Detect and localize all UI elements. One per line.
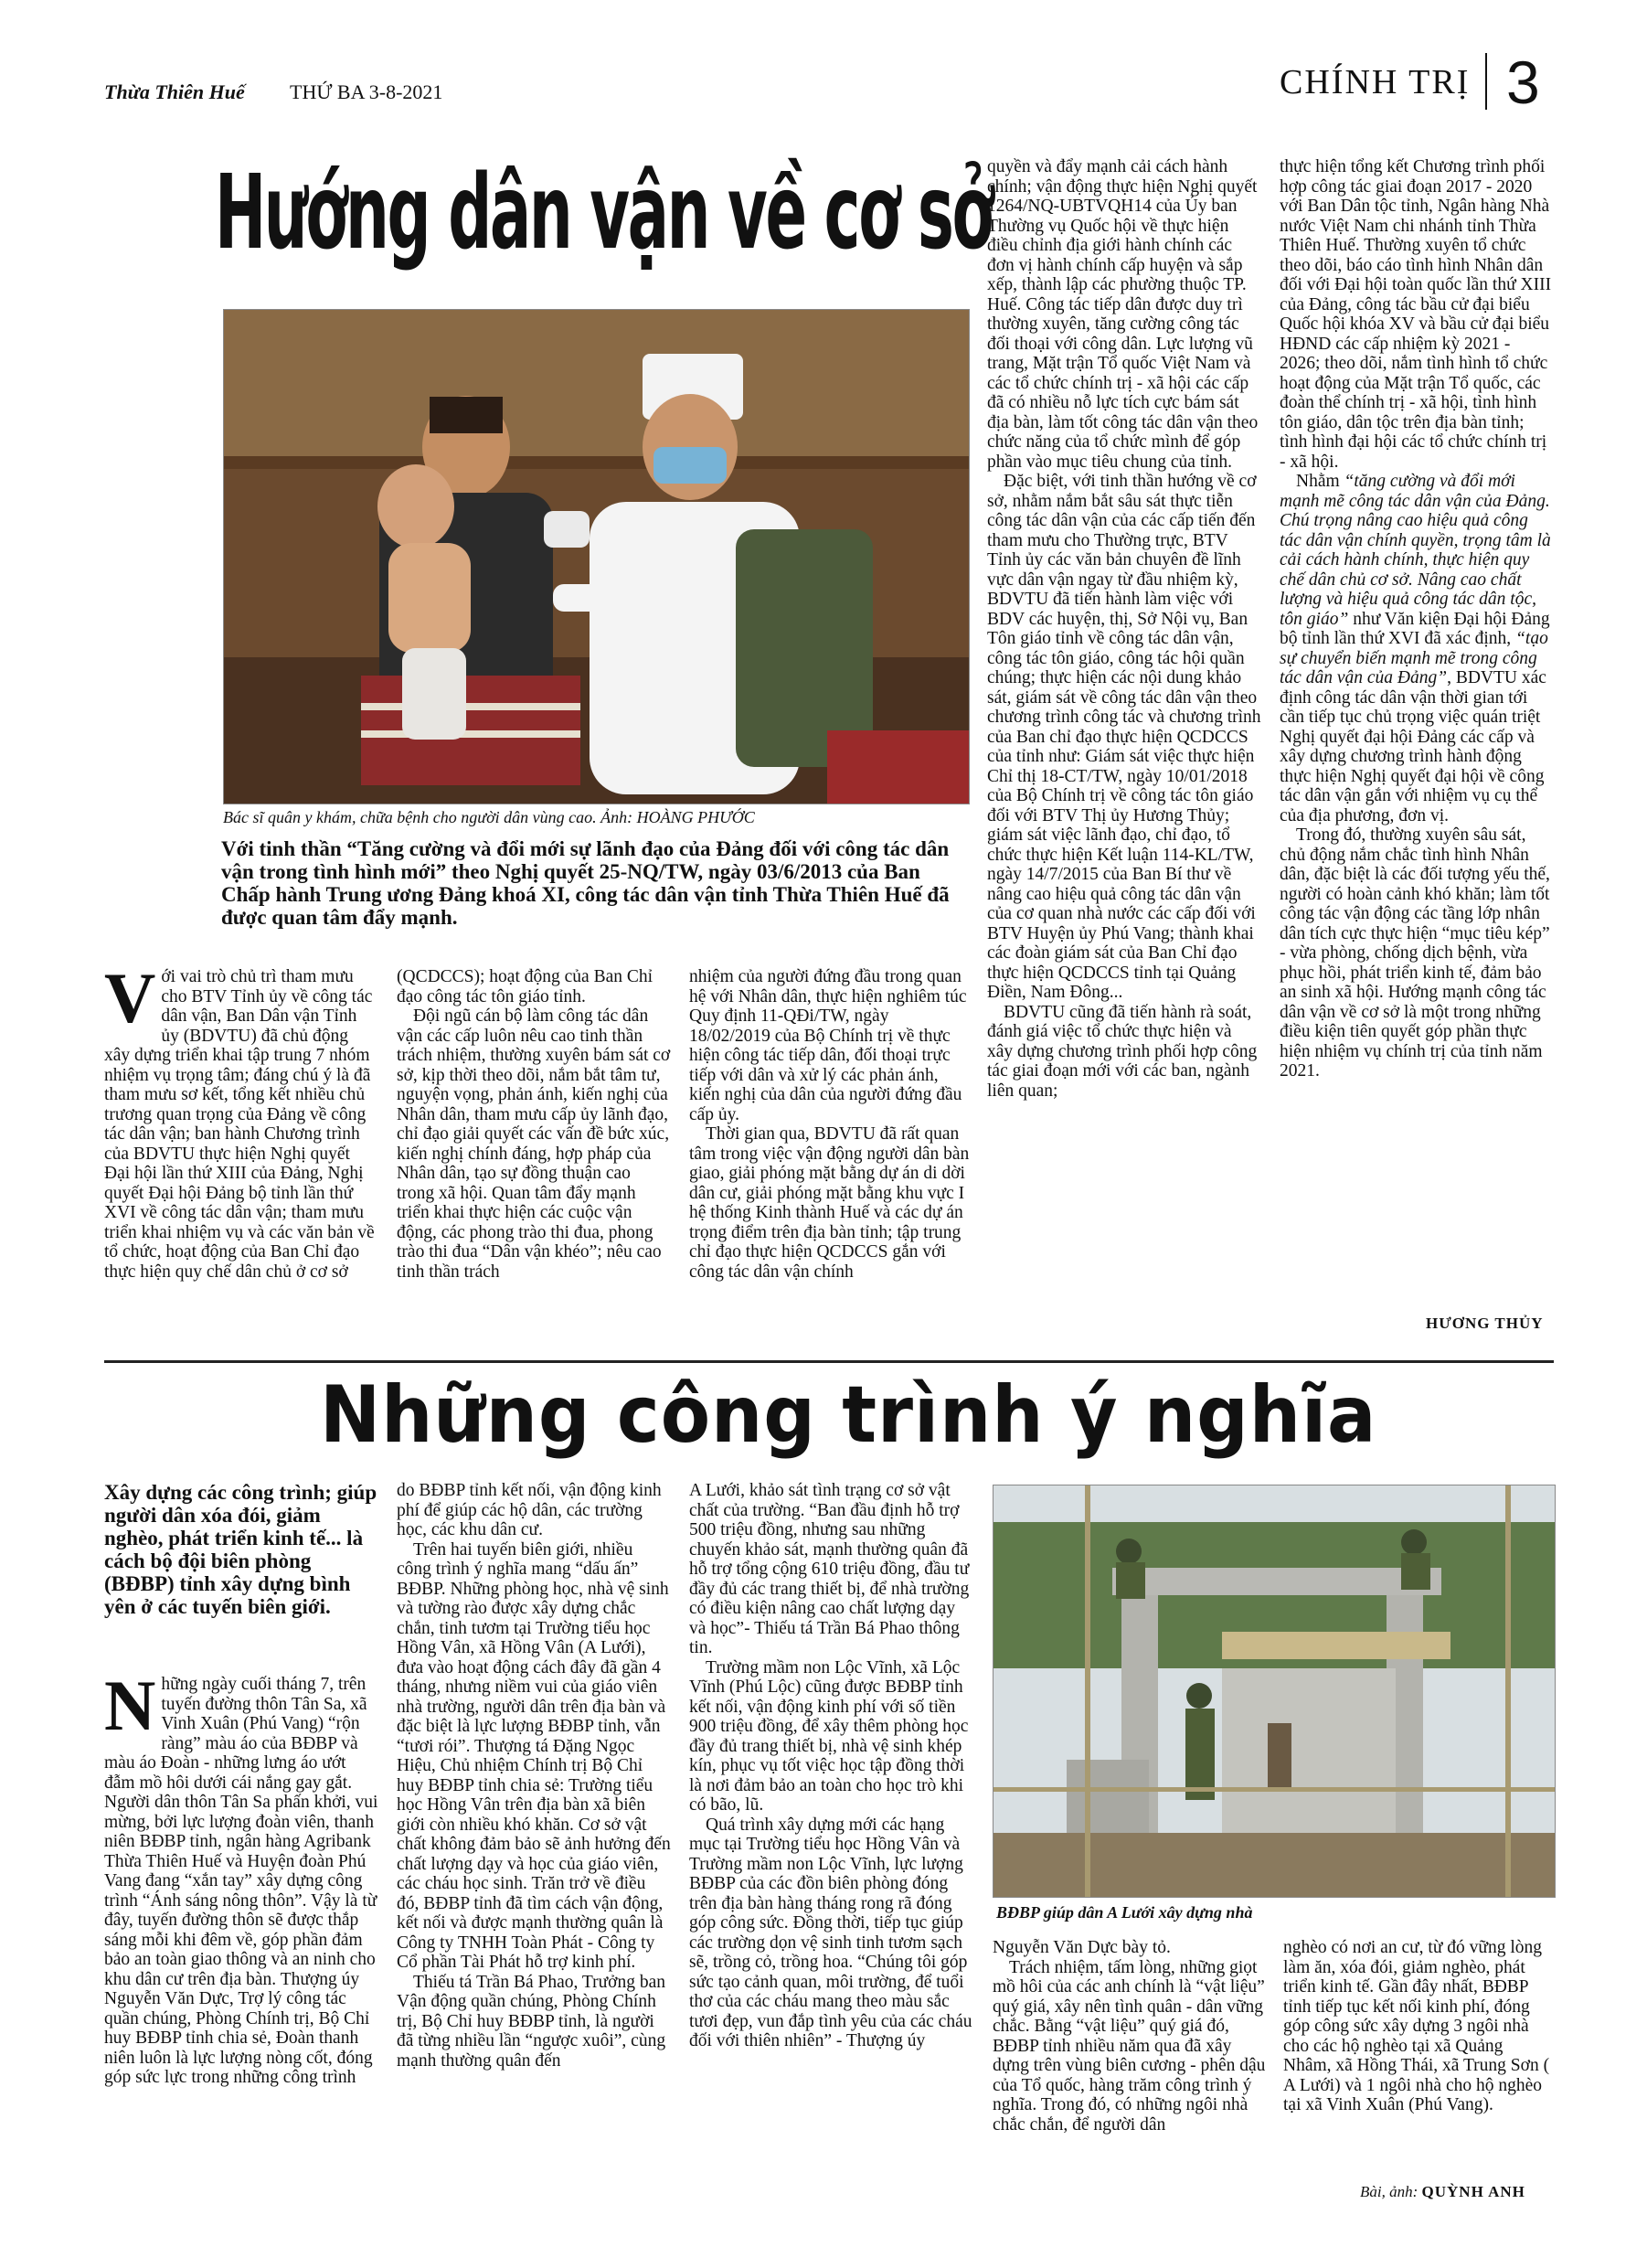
paragraph: Trong đó, thường xuyên sâu sát, chủ động nắm chắc tình hình Nhân dân, đặc biệt là các đối tượng yếu thế, người có hoàn cảnh khó khăn; làm tốt công tác vận động các tầng lớp nhân dân tích cực thực hiện “mục tiêu kép” - vừa phòng, chống dịch bệnh, vừa phục hồi, phát triển kinh tế, đảm bảo an sinh xã hội. Hướng mạnh công tác dân vận về cơ sở là một trong những điều kiện tiên quyết góp phần thực hiện nhiệm vụ chính trị của tỉnh năm 2021. <box>1280 825 1550 1081</box>
article2-lead: Xây dựng các công trình; giúp người dân xóa đói, giảm nghèo, phát triển kinh tế... là cách bộ đội biên phòng (BĐBP) tỉnh xây dựng bình yên ở các tuyến biên giới. <box>104 1481 377 1618</box>
paragraph: Đội ngũ cán bộ làm công tác dân vận các cấp luôn nêu cao tinh thần trách nhiệm, thường xuyên bám sát cơ sở, kịp thời theo dõi, nắm bắt tâm tư, nguyện vọng, phản ánh, kiến nghị của Nhân dân, tham mưu cấp ủy lãnh đạo, chỉ đạo giải quyết các vấn đề bức xúc, kiến nghị chính đáng, hợp pháp của Nhân dân, tạo sự đồng thuận cao trong xã hội. Quan tâm đẩy mạnh triển khai thực hiện các cuộc vận động, các phong trào thi đua, phong trào thi đua “Dân vận khéo”; nêu cao tinh thần trách <box>397 1006 671 1282</box>
page-number: 3 <box>1506 48 1540 116</box>
paragraph: A Lưới, khảo sát tình trạng cơ sở vật chất của trường. “Ban đầu định hỗ trợ 500 triệu đồng, nhưng sau những chuyến khảo sát, mạnh thường quân đã hỗ trợ tổng cộng 610 triệu đồng, đầu tư đầy đủ các trang thiết bị, để nhà trường có điều kiện nâng cao chất lượng dạy và học”- Thiếu tá Trần Bá Phao thông tin. <box>689 1481 970 1657</box>
article2-byline <box>1360 2183 1525 2201</box>
article1-column-2 <box>397 967 671 1282</box>
section-divider <box>104 1360 1554 1363</box>
article1-byline: HƯƠNG THỦY <box>1426 1315 1544 1332</box>
byline-author: QUỲNH ANH <box>1421 2183 1525 2200</box>
byline-prefix: Bài, ảnh: <box>1360 2183 1419 2200</box>
photo2-illustration <box>994 1485 1555 1897</box>
article2-column-3 <box>689 1481 972 2051</box>
text-run: như Văn kiện Đại hội Đảng bộ tỉnh lần thứ XVI đã xác định, <box>1280 609 1550 648</box>
article2-col1-text: hững ngày cuối tháng 7, trên tuyến đường thôn Tân Sa, xã Vinh Xuân (Phú Vang) “rộn ràng” màu áo của BĐBP và màu áo Đoàn - những lưng áo ướt đẫm mồ hôi dưới cái nắng gay gắt. Người dân thôn Tân Sa phấn khởi, vui mừng, bởi lực lượng đoàn viên, thanh niên BĐBP tỉnh, ngân hàng Agribank Thừa Thiên Huế và Huyện đoàn Phú Vang đang “xắn tay” xây dựng công trình “Ánh sáng nông thôn”. Vậy là từ đây, tuyến đường thôn sẽ được thắp sáng mỗi khi đêm về, góp phần đảm bảo an toàn giao thông và an ninh cho khu dân cư trên địa bàn. Thượng úy Nguyễn Văn Dực, Trợ lý công tác quần chúng, Phòng Chính trị, Bộ Chỉ huy BĐBP tỉnh chia sẻ, Đoàn thanh niên luôn là lực lượng nòng cốt, đóng góp sức lực trong những công trình <box>104 1675 378 2087</box>
soldiers-building-house-photo <box>993 1485 1556 1898</box>
article1-column-3 <box>689 967 972 1282</box>
section-title: CHÍNH TRỊ <box>1280 63 1471 101</box>
article2-column-5 <box>1283 1938 1554 2115</box>
article1-dropcap: V <box>104 958 156 1038</box>
paragraph: Trường mầm non Lộc Vĩnh, xã Lộc Vĩnh (Phú Lộc) cũng được BĐBP tỉnh kết nối, vận động kinh phí với số tiền 900 triệu đồng, để xây thêm phòng học đầy đủ trang thiết bị, nhà vệ sinh khép kín, phục vụ tốt việc học tập đồng thời là nơi đảm bảo an toàn cho học trò khi có bão, lũ. <box>689 1657 969 1815</box>
issue-date: THỨ BA 3-8-2021 <box>290 80 443 103</box>
paragraph: thực hiện tổng kết Chương trình phối hợp công tác giai đoạn 2017 - 2020 với Ban Dân tộc tỉnh, Ngân hàng Nhà nước Việt Nam chi nhánh tỉnh Thừa Thiên Huế. Thường xuyên tổ chức theo dõi, báo cáo tình hình Nhân dân đối với Đại hội toàn quốc lần thứ XIII của Đảng, công tác bầu cử đại biểu Quốc hội khóa XV và bầu cử đại biểu HĐND các cấp nhiệm kỳ 2021 - 2026; theo dõi, nắm tình hình tổ chức hoạt động của Mặt trận Tổ quốc, các đoàn thể chính trị - xã hội, tình hình tôn giáo, dân tộc trên địa bàn tỉnh; tình hình đại hội các tổ chức chính trị - xã hội. <box>1280 157 1552 472</box>
article2-column-1 <box>104 1666 378 2088</box>
text-run: Nhằm <box>1296 472 1344 491</box>
photo1-caption: Bác sĩ quân y khám, chữa bệnh cho người dân vùng cao. Ảnh: HOÀNG PHƯỚC <box>223 808 755 826</box>
paragraph: BDVTU cũng đã tiến hành rà soát, đánh giá việc tổ chức thực hiện và xây dựng chương trình phối hợp công tác giai đoạn mới với các ban, ngành liên quan; <box>987 1002 1258 1101</box>
article1-column-5 <box>1280 157 1554 1081</box>
text-run: , BDVTU xác định công tác dân vận thời gian tới cần tiếp tục chủ trọng việc quán triệt Nghị quyết đại hội Đảng các cấp và xây dựng chương trình hành động thực hiện Nghị quyết đại hội về công tác dân vận gắn với nhiệm vụ cụ thể của địa phương, đơn vị. <box>1280 668 1546 825</box>
paragraph: Trên hai tuyến biên giới, nhiều công trình ý nghĩa mang “dấu ấn” BĐBP. Những phòng học, nhà vệ sinh và tường rào được xây dựng chắc chắn, tinh tươm tại Trường tiểu học Hồng Vân, xã Hồng Vân (A Lưới), đưa vào hoạt động cách đây đã gần 4 tháng, nhưng niềm vui của giáo viên nhà trường, người dân trên địa bàn và đặc biệt là lực lượng BĐBP tỉnh, vẫn “tươi rói”. Thượng tá Đặng Ngọc Hiệu, Chủ nhiệm Chính trị Bộ Chỉ huy BĐBP tỉnh chia sẻ: Trường tiểu học Hồng Vân trên địa bàn xã biên giới còn nhiều khó khăn. Cơ sở vật chất không đảm bảo sẽ ảnh hưởng đến chất lượng dạy và học của giáo viên, các cháu học sinh. Trăn trở về điều đó, BĐBP tỉnh đã tìm cách vận động, kết nối và được mạnh thường quân là Công ty TNHH Toàn Phát - Công ty Cổ phần Tài Phát hỗ trợ kinh phí. <box>397 1539 671 1972</box>
header-divider <box>1485 53 1487 110</box>
article2-column-4 <box>993 1938 1267 2135</box>
quote-italic: “tăng cường và đổi mới mạnh mẽ công tác dân vận của Đảng. Chú trọng nâng cao hiệu quả công tác dân vận chính quyền, trọng tâm là cải cách hành chính, thực hiện quy chế dân chủ cơ sở. Nâng cao chất lượng và hiệu quả công tác dân tộc, tôn giáo” <box>1280 472 1551 629</box>
photo1-illustration <box>224 310 969 804</box>
paragraph: Đặc biệt, với tinh thần hướng về cơ sở, nhằm nắm bắt sâu sát thực tiễn công tác dân vận của các cấp tiến đến tham mưu cho Thường trực, BTV Tỉnh ủy các văn bản chuyên đề lĩnh vực dân vận ngay từ đầu nhiệm kỳ, BDVTU đã tiến hành làm việc với BDV các huyện, thị, Sở Nội vụ, Ban Tôn giáo tỉnh về công tác dân vận, công tác tôn giáo, công tác hội quần chúng; thực hiện các nội dung khảo sát, giám sát về công tác dân vận theo chương trình công tác và chương trình của Ban chỉ đạo thực hiện QCDCCS của tỉnh như: Giám sát việc thực hiện Chỉ thị 18-CT/TW, ngày 10/01/2018 của Bộ Chính trị về công tác tôn giáo đối với BTV Thị ủy Hương Thủy; giám sát việc lãnh đạo, chỉ đạo, tổ chức thực hiện Kết luận 114-KL/TW, ngày 14/7/2015 của Ban Bí thư về nâng cao hiệu quả công tác dân vận của cơ quan nhà nước các cấp đối với BTV Huyện ủy Phú Vang; thành khai các đoàn giám sát của Ban Chỉ đạo thực hiện QCDCCS tỉnh tại Quảng Điền, Nam Đông... <box>987 472 1261 1002</box>
paragraph: Nguyễn Văn Dực bày tỏ. <box>993 1938 1171 1957</box>
paragraph: quyền và đẩy mạnh cải cách hành chính; vận động thực hiện Nghị quyết 1264/NQ-UBTVQH14 của Ủy ban Thường vụ Quốc hội về thực hiện điều chỉnh địa giới hành chính các đơn vị hành chính cấp huyện và sắp xếp, thành lập các phường thuộc TP. Huế. Công tác tiếp dân được duy trì thường xuyên, tăng cường công tác đối thoại với công dân. Lực lượng vũ trang, Mặt trận Tổ quốc Việt Nam và các tổ chức chính trị - xã hội các cấp đã có nhiều nỗ lực tích cực bám sát địa bàn, làm tốt công tác dân vận theo chức năng của tổ chức mình để góp phần vào mục tiêu chung của tỉnh. <box>987 157 1259 472</box>
article2-dropcap: N <box>104 1666 156 1745</box>
paragraph: Trách nhiệm, tấm lòng, những giọt mồ hôi của các anh chính là “vật liệu” quý giá, xây nên tình quân - dân vững chắc. Bằng “vật liệu” quý giá đó, BĐBP tỉnh nhiều năm qua đã xây dựng trên vùng biên cương - phên dậu của Tổ quốc, hàng trăm công trình ý nghĩa. Trong đó, có những ngôi nhà chắc chắn, để người dân <box>993 1957 1266 2135</box>
article2-headline: Những công trình ý nghĩa <box>320 1369 1377 1461</box>
article2-column-2 <box>397 1481 671 2071</box>
paragraph: Thiếu tá Trần Bá Phao, Trưởng ban Vận động quần chúng, Phòng Chính trị, Bộ Chỉ huy BĐBP tỉnh, là người đã từng nhiều lần “ngược xuôi”, cùng mạnh thường quân đến <box>397 1972 666 2071</box>
paragraph: (QCDCCS); hoạt động của Ban Chỉ đạo công tác tôn giáo tỉnh. <box>397 967 653 1006</box>
paragraph: Thời gian qua, BDVTU đã rất quan tâm trong việc vận động người dân bàn giao, giải phóng mặt bằng dự án di dời dân cư, giải phóng mặt bằng khu vực I hệ thống Kinh thành Huế và các dự án trọng điểm trên địa bàn tỉnh; tập trung chỉ đạo thực hiện QCDCCS gắn với công tác dân vận chính <box>689 1124 970 1282</box>
article1-col1-text: ới vai trò chủ trì tham mưu cho BTV Tỉnh ủy về công tác dân vận, Ban Dân vận Tỉnh ủy (BDVTU) đã chủ động xây dựng triển khai tập trung 7 nhóm nhiệm vụ trọng tâm; đáng chú ý là đã tham mưu sơ kết, tổng kết nhiều chủ trương quan trọng của Đảng về công tác dân vận; ban hành Chương trình của BDVTU thực hiện Nghị quyết Đại hội lần thứ XIII của Đảng, Nghị quyết Đại hội Đảng bộ tỉnh lần thứ XVI về công tác dân vận; tham mưu triển khai nhiệm vụ và các văn bản về tổ chức, hoạt động của Ban Chỉ đạo thực hiện quy chế dân chủ ở cơ sở <box>104 967 375 1282</box>
quote-italic: “tạo sự chuyển biến mạnh mẽ trong công tác dân vận của Đảng” <box>1280 629 1548 687</box>
article1-headline: Hướng dân vận về cơ sở <box>215 154 993 272</box>
paragraph: nghèo có nơi an cư, từ đó vững lòng làm ăn, xóa đói, giảm nghèo, phát triển kinh tế. Gần đây nhất, BĐBP tỉnh tiếp tục kết nối kinh phí, đóng góp công sức xây dựng 3 ngôi nhà cho các hộ nghèo tại xã Quảng Nhâm, xã Hồng Thái, xã Trung Sơn ( A Lưới) và 1 ngôi nhà cho hộ nghèo tại xã Vinh Xuân (Phú Vang). <box>1283 1938 1550 2114</box>
paper-name: Thừa Thiên Huế <box>104 80 245 103</box>
photo2-caption: BĐBP giúp dân A Lưới xây dựng nhà <box>996 1903 1253 1922</box>
paragraph: do BĐBP tỉnh kết nối, vận động kinh phí để giúp các hộ dân, các trường học, các khu dân cư. <box>397 1481 662 1539</box>
paragraph <box>1280 472 1554 825</box>
doctor-examining-child-photo <box>223 309 970 804</box>
paragraph: Quá trình xây dựng mới các hạng mục tại Trường tiểu học Hồng Vân và Trường mầm non Lộc Vĩnh, lực lượng BĐBP của các đồn biên phòng đóng trên địa bàn hàng tháng rong rã đóng góp công sức. Đồng thời, tiếp tục giúp các trường dọn vệ sinh tinh tươm sạch sẽ, trồng cỏ, trồng hoa. “Chúng tôi góp sức tạo cảnh quan, môi trường, để tuổi thơ của các cháu mang theo màu sắc tươi đẹp, vun đắp tình yêu của các cháu đối với thiên nhiên” - Thượng úy <box>689 1815 972 2050</box>
article1-column-4 <box>987 157 1261 1101</box>
paragraph: nhiệm của người đứng đầu trong quan hệ với Nhân dân, thực hiện nghiêm túc Quy định 11-QĐi/TW, ngày 18/02/2019 của Bộ Chính trị về thực hiện công tác tiếp dân, đối thoại trực tiếp với dân và xử lý các phản ánh, kiến nghị của dân của người đứng đầu cấp ủy. <box>689 967 967 1124</box>
article1-lead: Với tinh thần “Tăng cường và đổi mới sự lãnh đạo của Đảng đối với công tác dân vận trong tình hình mới” theo Nghị quyết 25-NQ/TW, ngày 03/6/2013 của Ban Chấp hành Trung ương Đảng khoá XI, công tác dân vận tỉnh Thừa Thiên Huế đã được quan tâm đẩy mạnh. <box>221 837 950 929</box>
article1-column-1 <box>104 958 378 1282</box>
